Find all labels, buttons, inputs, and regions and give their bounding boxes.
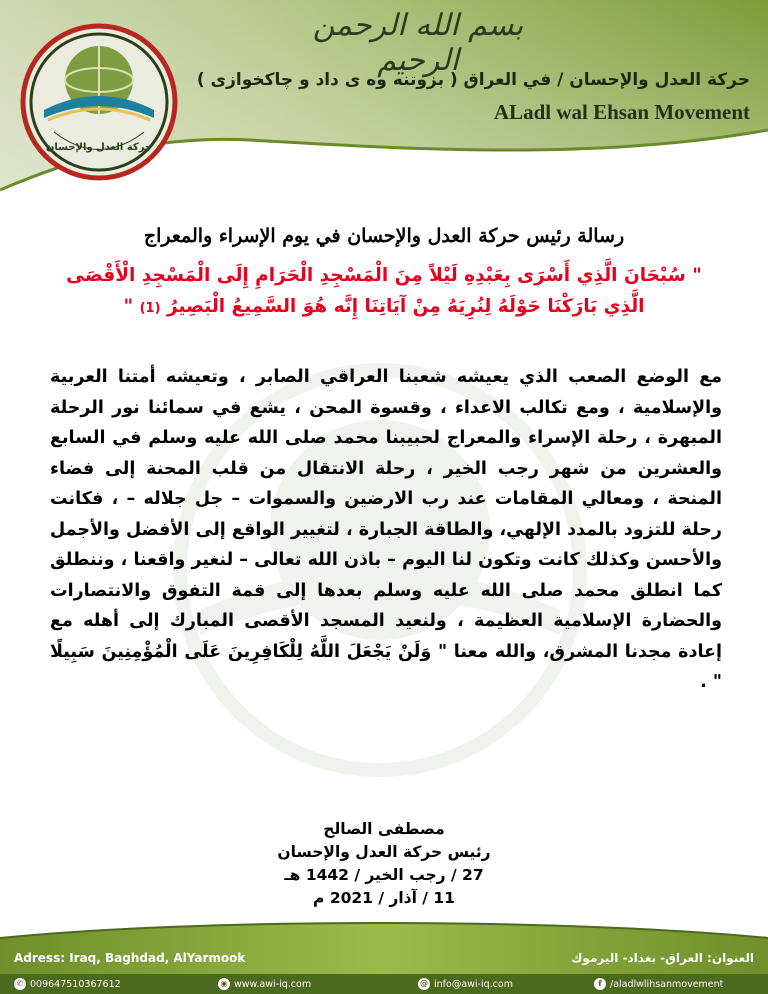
phone-number: 009647510367612 bbox=[30, 978, 121, 990]
date-gregorian: 11 / آذار / 2021 م bbox=[313, 889, 455, 907]
verse-line-1: " سُبْحَانَ الَّذِي أَسْرَى بِعَبْدِهِ لَيْلاً مِنَ الْمَسْجِدِ الْحَرَامِ إِلَى الْمَسْجِدِ الْأَقْصَى bbox=[66, 265, 702, 286]
org-name-english: ALadl wal Ehsan Movement bbox=[493, 100, 750, 124]
verse-footnote-ref: (1) bbox=[139, 301, 161, 316]
logo-caption: حركة العدل والإحسان bbox=[45, 142, 153, 153]
email-link[interactable]: info@awi-iq.com bbox=[434, 978, 513, 990]
quran-verse bbox=[46, 260, 722, 324]
letter-title: رسالة رئيس حركة العدل والإحسان في يوم الإسراء والمعراج bbox=[143, 225, 625, 247]
whatsapp-icon: ✆ bbox=[14, 978, 26, 990]
facebook-icon: f bbox=[594, 978, 606, 990]
contact-phone bbox=[14, 978, 121, 990]
contact-email[interactable] bbox=[418, 978, 513, 990]
contact-row bbox=[0, 976, 768, 994]
facebook-link[interactable]: /aladlwlihsanmovement bbox=[610, 978, 724, 990]
signatory-name: مصطفى الصالح bbox=[323, 820, 445, 838]
contact-facebook[interactable] bbox=[594, 978, 723, 990]
globe-icon: ◉ bbox=[218, 978, 230, 990]
basmala: بسم الله الرحمن الرحيم bbox=[312, 8, 524, 78]
address-english: Adress: Iraq, Baghdad, AlYarmook bbox=[14, 951, 246, 965]
signatory-role: رئيس حركة العدل والإحسان bbox=[277, 843, 491, 861]
contact-website[interactable] bbox=[218, 978, 311, 990]
email-icon: @ bbox=[420, 979, 428, 988]
signature-block bbox=[234, 818, 534, 910]
website-link[interactable]: www.awi-iq.com bbox=[234, 978, 312, 990]
verse-close-quote: " bbox=[123, 296, 134, 317]
address-arabic: العنوان: العراق- بغداد- اليرموك bbox=[571, 951, 754, 965]
verse-line-2-text: الَّذِي بَارَكْنَا حَوْلَهُ لِنُرِيَهُ مِنْ آيَاتِنَا إِنَّه هُوَ السَّمِيعُ الْبَصِيرُ bbox=[166, 296, 645, 317]
verse-line-2 bbox=[46, 291, 722, 324]
date-hijri: 27 / رجب الخير / 1442 هـ bbox=[284, 866, 484, 884]
letter-body: مع الوضع الصعب الذي يعيشه شعبنا العراقي الصابر ، وتعيشه أمتنا العربية والإسلامية ، ومع تكالب الاعداء ، وقسوة المحن ، يشع في سمائنا نور الرحلة المبهرة ، رحلة الإسراء والمعراج لحبيبنا محمد صلى الله عليه وسلم في السابع والعشرين من شهر رجب الخير ، رحلة الانتقال من قلب المحنة إلى فضاء المنحة ، ومعالي المقامات عند رب الارضين والسموات – جل جلاله – ، فكانت رحلة للتزود بالمدد الإلهي، والطاقة الجبارة ، لتغيير الواقع إلى الأفضل والأجمل والأحسن وكذلك كانت وتكون لنا اليوم – باذن الله تعالى – لنغير واقعنا ، وننطلق كما انطلق محمد صلى الله عليه وسلم بعدها إلى قمة التفوق والانتصارات والحضارة الإسلامية العظيمة ، ولنعيد المسجد الأقصى المبارك إلى أهله مع إعادة مجدنا المشرق، والله معنا " وَلَنْ يَجْعَلَ اللَّهُ لِلْكَافِرِينَ عَلَى الْمُؤْمِنِينَ سَبِيلًا " . bbox=[50, 367, 722, 692]
org-name-arabic: حركة العدل والإحسان / في العراق ( بزوتنه وه ى داد و چاكخوازى ) bbox=[196, 70, 750, 90]
letterhead-footer bbox=[0, 908, 768, 994]
